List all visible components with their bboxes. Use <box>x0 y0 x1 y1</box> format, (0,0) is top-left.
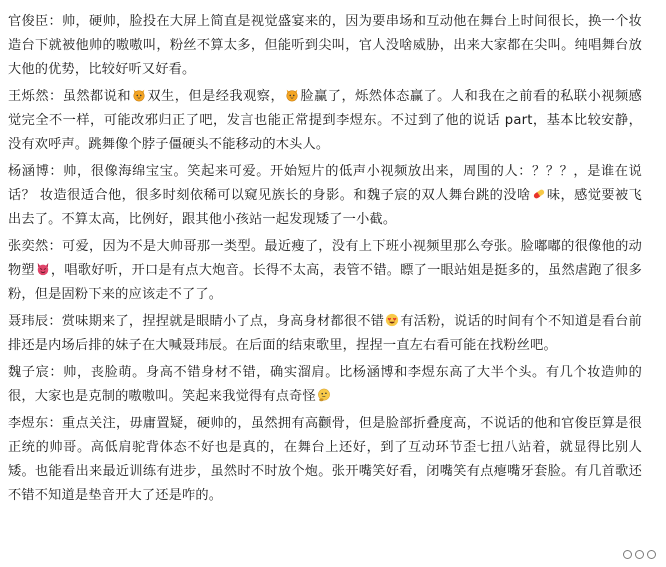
review-paragraph <box>8 85 642 157</box>
review-text: 脸赢了，烁然体态赢了。人和我在之前看的私联小视频感觉完全不一样，可能改邪归正了吧，发言也能正常提到李煜东。不过到了他的说话 part，基本比较安静，没有欢呼声。跳舞像个脖子僵硬头不能移动的木头人。 <box>8 89 643 152</box>
review-paragraph <box>8 235 642 307</box>
review-paragraph <box>8 412 642 508</box>
thinking-face-icon <box>317 388 331 402</box>
watermark-dot-1 <box>623 550 632 559</box>
member-name: 聂玮辰 <box>8 314 49 329</box>
review-text: ：赏味期来了，捏捏就是眼睛小了点，身高身材都很不错 <box>48 314 385 329</box>
review-text: 味，感觉要被飞出去了。不算太高，比例好，跟其他小孩站一起发现矮了一小截。 <box>8 188 642 227</box>
heart-eyes-face-icon <box>385 313 399 327</box>
cat-face-icon <box>132 88 146 102</box>
member-name: 杨涵博 <box>8 164 50 179</box>
review-paragraph <box>8 10 642 82</box>
review-text: ：帅，很像海绵宝宝。笑起来可爱。开始短片的低声小视频放出来，周围的人：？？？，是谁在说话？ 妆造很适合他，很多时刻依稀可以窥见族长的身影。和魏子宸的双人舞台跳的没啥 <box>8 164 642 203</box>
watermark <box>623 550 656 559</box>
review-text: ：帅，丧脸萌。身高不错身材不错，确实溜肩。比杨涵博和李煜东高了大半个头。有几个妆造帅的很，大家也是克制的嗷嗷叫。笑起来我觉得有点奇怪 <box>8 365 642 404</box>
member-name: 官俊臣 <box>8 14 49 29</box>
member-name: 王烁然 <box>8 89 50 104</box>
devil-face-icon <box>36 262 50 276</box>
member-name: 魏子宸 <box>8 365 50 380</box>
review-text: ：重点关注，毋庸置疑，硬帅的，虽然拥有高颧骨，但是脸部折叠度高，不说话的他和官俊臣算是很正统的帅哥。高低肩驼背体态不好也是真的，在舞台上还好，到了互动环节歪七扭八站着，就显得比别人矮。也能看出来最近训练有进步，虽然时不时放个炮。张开嘴笑好看，闭嘴笑有点瘪嘴牙套脸。有几首歌还不错不知道是垫音开大了还是咋的。 <box>8 416 642 503</box>
watermark-dot-2 <box>635 550 644 559</box>
review-paragraph <box>8 361 642 409</box>
review-paragraph <box>8 160 642 232</box>
member-name: 张奕然 <box>8 239 49 254</box>
member-name: 李煜东 <box>8 416 49 431</box>
cat-face-icon <box>285 88 299 102</box>
pill-icon <box>532 187 546 201</box>
review-text: ，唱歌好听，开口是有点大炮音。长得不太高，表管不错。瞟了一眼站姐是挺多的，虽然虐跑了很多粉，但是固粉下来的应该走不了了。 <box>8 263 642 302</box>
review-text: 有活粉，说话的时间有个不知道是看台前排还是内场后排的妹子在大喊聂玮辰。在后面的结束歌里，捏捏一直左右看可能在找粉丝吧。 <box>8 314 642 353</box>
review-text: ：可爱，因为不是大帅哥那一类型。最近瘦了，没有上下班小视频里那么夸张。脸嘟嘟的很像他的动物塑 <box>8 239 642 278</box>
review-text: 双生，但是经我观察， <box>147 89 285 104</box>
watermark-dot-3 <box>647 550 656 559</box>
document-body <box>8 10 642 511</box>
review-text: ：虽然都说和 <box>49 89 132 104</box>
review-paragraph <box>8 310 642 358</box>
review-text: ：帅，硬帅，脸投在大屏上简直是视觉盛宴来的，因为要串场和互动他在舞台上时间很长，换一个妆造台下就被他帅的嗷嗷叫，粉丝不算太多，但能听到尖叫，官人没啥威胁，出来大家都在尖叫。纯唱舞台放大他的优势，比较好听又好看。 <box>8 14 642 77</box>
